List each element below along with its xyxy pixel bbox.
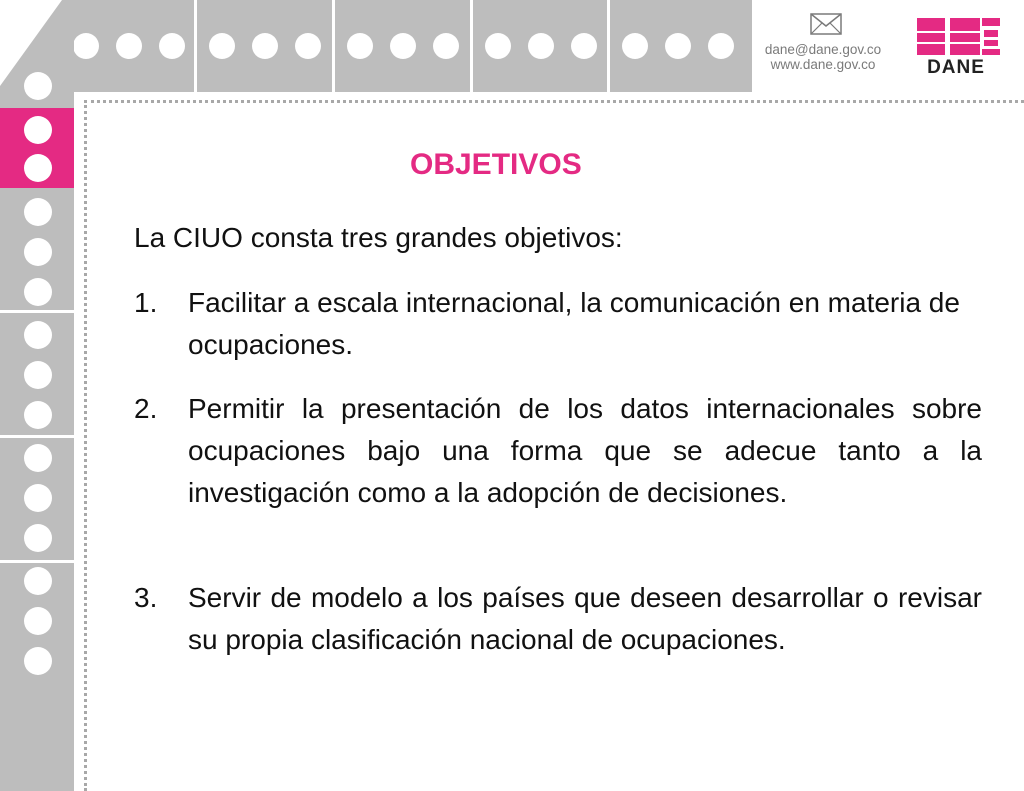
item-text: Permitir la presentación de los datos internacionales sobre ocupaciones bajo una forma que se adecue tanto a la investigación como a la adopción de decisiones.	[188, 393, 982, 508]
contact-website[interactable]: www.dane.gov.co	[770, 57, 876, 72]
left-band-segment	[0, 563, 74, 688]
top-band-segment	[197, 0, 335, 92]
top-decorative-band	[0, 0, 752, 92]
decorative-dot	[209, 33, 235, 59]
decorative-dot	[24, 278, 52, 306]
decorative-dot	[485, 33, 511, 59]
dashed-frame-top	[84, 100, 1024, 103]
item-text: Facilitar a escala internacional, la comunicación en materia de ocupaciones.	[188, 287, 960, 360]
decorative-dot	[24, 484, 52, 512]
dashed-frame-left	[84, 100, 87, 791]
decorative-dot	[390, 33, 416, 59]
decorative-dot	[24, 567, 52, 595]
decorative-dot	[24, 524, 52, 552]
decorative-dot	[252, 33, 278, 59]
decorative-dot	[24, 154, 52, 182]
decorative-dot	[24, 238, 52, 266]
dane-logo-text: DANE	[927, 57, 985, 78]
left-band-segment	[0, 188, 74, 313]
top-band-segment	[473, 0, 610, 92]
decorative-dot	[433, 33, 459, 59]
envelope-icon	[810, 13, 842, 35]
decorative-dot	[24, 198, 52, 226]
decorative-dot	[622, 33, 648, 59]
top-band-segment	[60, 0, 197, 92]
decorative-dot	[295, 33, 321, 59]
decorative-dot	[24, 401, 52, 429]
contact-email[interactable]: dane@dane.gov.co	[764, 42, 882, 57]
top-band-segment	[610, 0, 748, 92]
left-band-segment	[0, 438, 74, 563]
item-number: 3.	[134, 582, 158, 613]
contact-info	[758, 42, 888, 72]
decorative-dot	[24, 116, 52, 144]
item-number: 1.	[134, 287, 158, 318]
intro-text: La CIUO consta tres grandes objetivos:	[134, 222, 623, 253]
accent-block	[0, 108, 74, 188]
item-text: Servir de modelo a los países que deseen desarrollar o revisar su propia clasificación nacional de ocupaciones.	[188, 582, 982, 655]
decorative-dot	[665, 33, 691, 59]
slide-title: OBJETIVOS	[410, 148, 582, 181]
decorative-dot	[24, 607, 52, 635]
item-number: 2.	[134, 393, 158, 424]
decorative-dot	[24, 647, 52, 675]
decorative-dot	[347, 33, 373, 59]
decorative-dot	[528, 33, 554, 59]
left-band-segment	[0, 313, 74, 438]
decorative-dot	[571, 33, 597, 59]
decorative-dot	[159, 33, 185, 59]
decorative-dot	[73, 33, 99, 59]
left-decorative-band	[0, 0, 74, 791]
corner-cut	[0, 0, 62, 86]
decorative-dot	[24, 444, 52, 472]
top-band-segment	[335, 0, 473, 92]
decorative-dot	[116, 33, 142, 59]
decorative-dot	[708, 33, 734, 59]
decorative-dot	[24, 321, 52, 349]
decorative-dot	[24, 361, 52, 389]
